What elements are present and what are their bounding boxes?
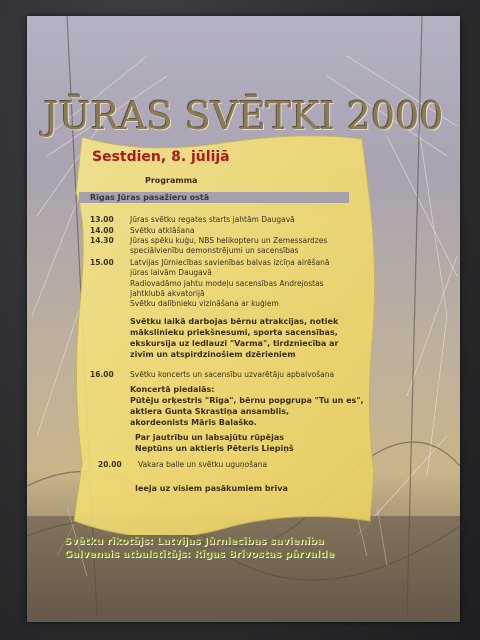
performers-line: aktiera Gunta Skrastiņa ansamblis, [130,407,290,416]
activities-block [130,316,380,360]
schedule-time: 14.00 [90,226,114,235]
schedule-desc: Latvijas Jūrniecības savienības balvas izcīņa airēšanā [130,258,330,267]
schedule-desc: Radiovadāmo jahtu modeļu sacensības Andrejostas [130,279,324,288]
schedule-desc: Svētku atklāšana [130,226,195,235]
event-date: Sestdien, 8. jūlijā [92,149,230,165]
performers-block [130,384,380,428]
sponsor-line: Galvenais atbalstītājs: Rīgas Brīvostas pārvalde [64,549,335,560]
schedule-desc: speciālvienību demonstrējumi un sacensības [130,246,299,255]
performers-line: Koncertā piedalās: [130,385,215,394]
organizer-line: Svētku rīkotājs: Latvijas Jūrniecības savienība [64,536,324,547]
activities-line: ekskursija uz ledlauzi "Varma", tirdzniecība ar [130,339,339,348]
hosts-block [135,432,385,454]
program-label: Programma [145,176,198,185]
activities-line: zivīm un atspirdzinošiem dzērieniem [130,350,296,359]
activities-line: mākslinieku priekšnesumi, sporta sacensības, [130,328,338,337]
schedule-time: 13.00 [90,215,114,224]
schedule-desc: Vakara balle un svētku uguņošana [138,460,268,469]
hosts-line: Par jautrību un labsajūtu rūpējas [135,433,284,442]
schedule-desc: Svētku koncerts un sacensību uzvarētāju apbalvošana [130,370,335,379]
poster-title: JŪRAS SVĒTKI 2000 [43,94,444,138]
entry-note: Ieeja uz visiem pasākumiem brīva [135,484,288,493]
schedule-time: 16.00 [90,370,114,379]
venue-label: Rīgas Jūras pasažieru ostā [90,193,210,202]
schedule-time: 20.00 [98,460,122,469]
schedule-desc: Jūras spēku kuģu, NBS helikopteru un Zemessardzes [130,236,328,245]
schedule-desc: Svētku dalībnieku vizināšana ar kuģiem [130,299,279,308]
activities-line: Svētku laikā darbojas bērnu atrakcijas, notiek [130,317,339,326]
schedule-desc: jūras laivām Daugavā [130,268,212,277]
schedule-time: 15.00 [90,258,114,267]
schedule-desc: Jūras svētku regates starts jahtām Daugavā [130,215,295,224]
schedule-time: 14.30 [90,236,114,245]
performers-line: Pūtēju orķestris "Rīga", bērnu popgrupa "Tu un es", [130,396,364,405]
performers-line: akordeonists Māris Balaško. [130,418,257,427]
schedule-desc: jahtklubā akvatorijā [130,289,205,298]
hosts-line: Neptūns un aktieris Pēteris Liepiņš [135,444,294,453]
